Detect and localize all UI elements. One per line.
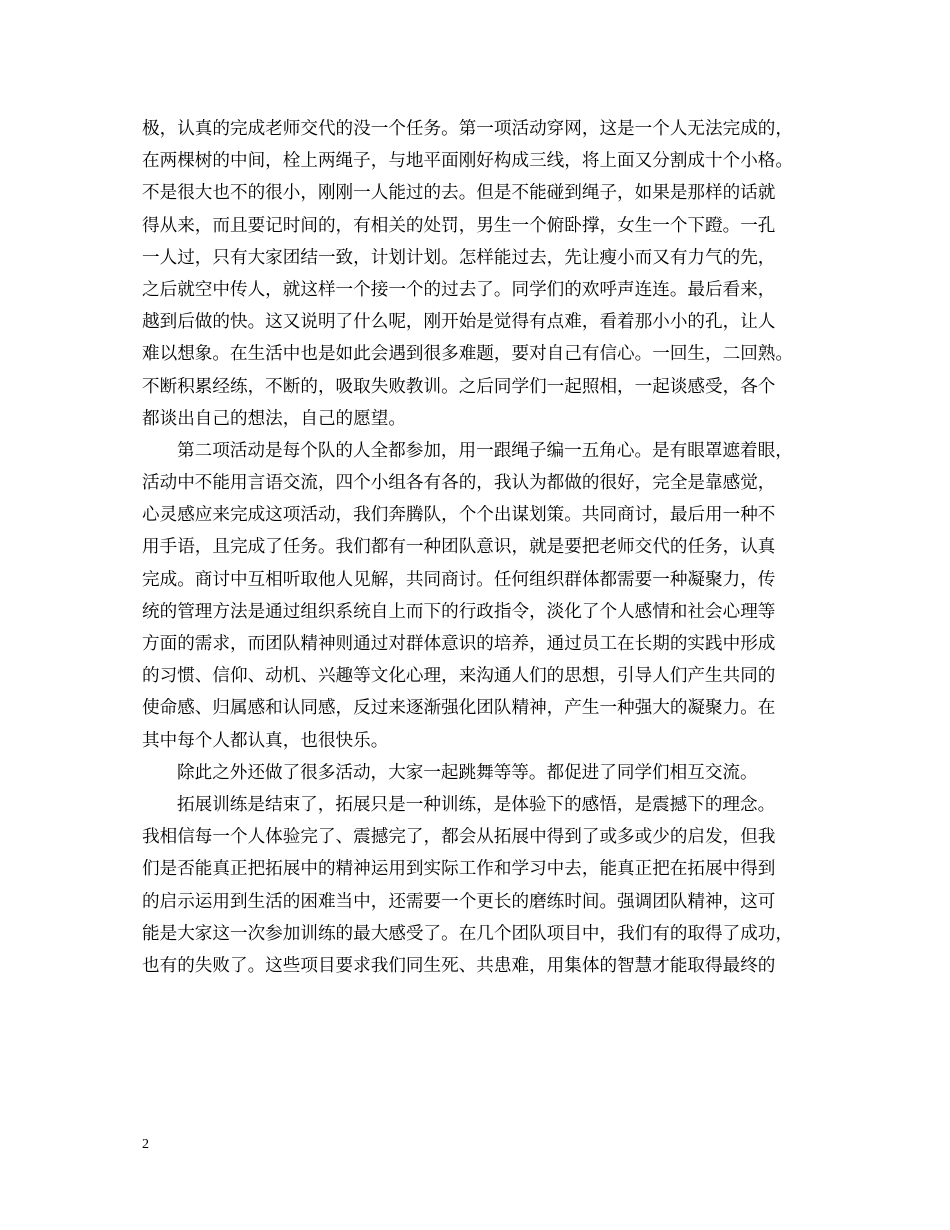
text-line: 拓展训练是结束了，拓展只是一种训练，是体验下的感悟，是震撼下的理念。: [177, 794, 776, 815]
text-line: 心灵感应来完成这项活动，我们奔腾队，个个出谋划策。共同商讨，最后用一种不: [142, 505, 776, 526]
text-line: 活动中不能用言语交流，四个小组各有各的，我认为都做的很好，完全是靠感觉，: [142, 473, 776, 494]
text-line: 极，认真的完成老师交代的没一个任务。第一项活动穿网，这是一个人无法完成的，: [142, 119, 793, 139]
text-line: 越到后做的快。这又说明了什么呢，刚开始是觉得有点难，看着那小小的孔，让人: [142, 312, 776, 333]
text-line: 之后就空中传人，就这样一个接一个的过去了。同学们的欢呼声连连。最后看来，: [142, 279, 776, 300]
text-line: 也有的失败了。这些项目要求我们同生死、共患难，用集体的智慧才能取得最终的: [142, 955, 776, 976]
text-line: 其中每个人都认真，也很快乐。: [142, 730, 389, 751]
text-line: 不断积累经练，不断的，吸取失败教训。之后同学们一起照相，一起谈感受，各个: [142, 376, 776, 397]
text-line: 使命感、归属感和认同感，反过来逐渐强化团队精神，产生一种强大的凝聚力。在: [142, 698, 776, 719]
text-line: 在两棵树的中间，栓上两绳子，与地平面刚好构成三线，将上面又分割成十个小格。: [142, 151, 793, 172]
text-line: 一人过，只有大家团结一致，计划计划。怎样能过去，先让瘦小而又有力气的先，: [142, 247, 776, 268]
text-line: 用手语，且完成了任务。我们都有一种团队意识，就是要把老师交代的任务，认真: [142, 537, 776, 558]
text-line: 们是否能真正把拓展中的精神运用到实际工作和学习中去，能真正把在拓展中得到: [142, 859, 776, 880]
text-line: 统的管理方法是通过组织系统自上而下的行政指令，淡化了个人感情和社会心理等: [142, 601, 776, 622]
text-line: 第二项活动是每个队的人全都参加，用一跟绳子编一五角心。是有眼罩遮着眼，: [177, 440, 793, 461]
page-number: 2: [142, 1137, 149, 1152]
text-line: 的习惯、信仰、动机、兴趣等文化心理，来沟通人们的思想，引导人们产生共同的: [142, 666, 776, 687]
text-line: 完成。商讨中互相听取他人见解，共同商讨。任何组织群体都需要一种凝聚力，传: [142, 569, 776, 590]
text-line: 方面的需求，而团队精神则通过对群体意识的培养，通过员工在长期的实践中形成: [142, 634, 776, 654]
text-line: 除此之外还做了很多活动，大家一起跳舞等等。都促进了同学们相互交流。: [177, 762, 758, 783]
text-line: 我相信每一个人体验完了、震撼完了，都会从拓展中得到了或多或少的启发，但我: [142, 827, 776, 848]
text-line: 不是很大也不的很小，刚刚一人能过的去。但是不能碰到绳子，如果是那样的话就: [142, 183, 776, 204]
text-line: 的启示运用到生活的困难当中，还需要一个更长的磨练时间。强调团队精神，这可: [142, 891, 776, 912]
text-line: 难以想象。在生活中也是如此会遇到很多难题，要对自己有信心。一回生，二回熟。: [142, 344, 793, 365]
text-line: 能是大家这一次参加训练的最大感受了。在几个团队项目中，我们有的取得了成功，: [142, 923, 793, 944]
text-line: 都谈出自己的想法，自己的愿望。: [142, 408, 406, 429]
text-line: 得从来，而且要记时间的，有相关的处罚，男生一个俯卧撑，女生一个下蹬。一孔: [142, 215, 776, 236]
body-text: [142, 113, 822, 982]
